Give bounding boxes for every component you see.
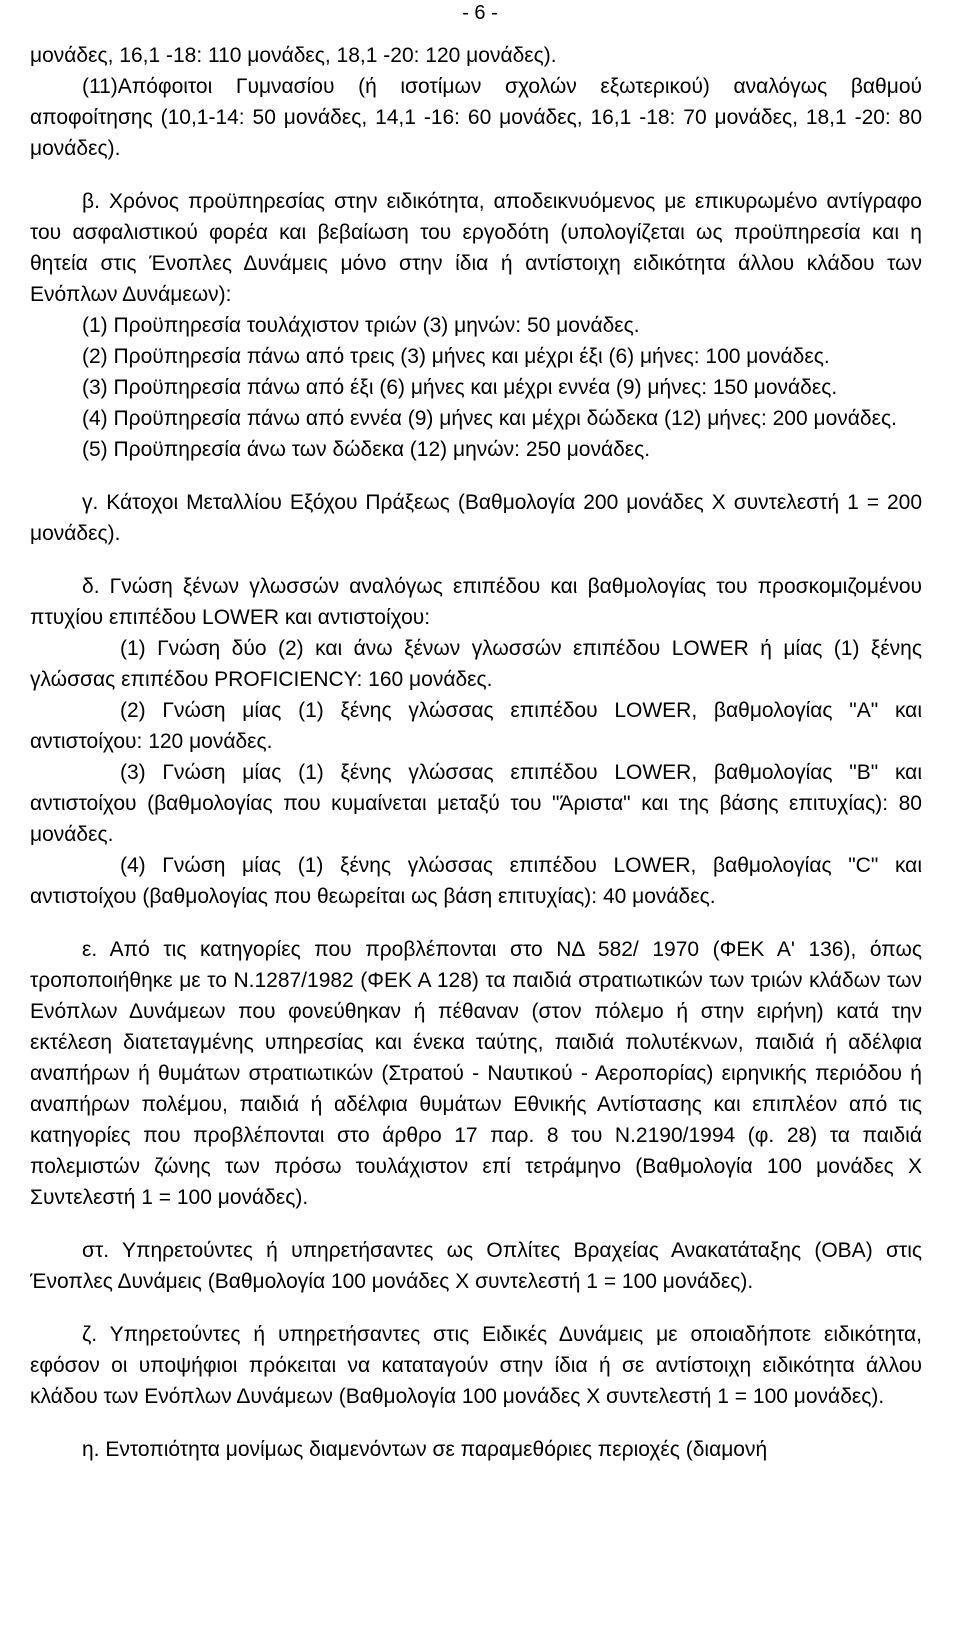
paragraph-section-st-oba: στ. Υπηρετούντες ή υπηρετήσαντες ως Οπλίτες Βραχείας Ανακατάταξης (ΟΒΑ) στις Ένοπλες Δυνάμεις (Βαθμολογία 100 μονάδες Χ συντελεστή 1 = 100 μονάδες). xyxy=(30,1239,922,1293)
paragraph-experience-item-5: (5) Προϋπηρεσία άνω των δώδεκα (12) μηνών: 250 μονάδες. xyxy=(82,438,651,461)
paragraph-language-item-1: (1) Γνώση δύο (2) και άνω ξένων γλωσσών επιπέδου LOWER ή μίας (1) ξένης γλώσσας επιπέδου PROFICIENCY: 160 μονάδες. xyxy=(30,637,922,691)
paragraph-experience-item-4: (4) Προϋπηρεσία πάνω από εννέα (9) μήνες και μέχρι δώδεκα (12) μήνες: 200 μονάδες. xyxy=(82,407,897,430)
paragraph-section-z-special-forces: ζ. Υπηρετούντες ή υπηρετήσαντες στις Ειδικές Δυνάμεις με οποιαδήποτε ειδικότητα, εφόσον οι υποψήφιοι πρόκειται να καταταγούν στην ίδια ή σε αντίστοιχη ειδικότητα άλλου κλάδου των Ενόπλων Δυνάμεων (Βαθμολογία 100 μονάδες Χ συντελεστή 1 = 100 μονάδες). xyxy=(30,1323,922,1408)
paragraph-language-item-3: (3) Γνώση μίας (1) ξένης γλώσσας επιπέδου LOWER, βαθμολογίας "B" και αντιστοίχου (βαθμολογίας που κυμαίνεται μεταξύ του "Άριστα" και της βάσης επιτυχίας): 80 μονάδες. xyxy=(30,761,922,846)
paragraph-section-b-experience: β. Χρόνος προϋπηρεσίας στην ειδικότητα, αποδεικνυόμενος με επικυρωμένο αντίγραφο του ασφαλιστικού φορέα και βεβαίωση του εργοδότη (υπολογίζεται ως προϋπηρεσία και η θητεία στις Ένοπλες Δυνάμεις μόνο στην ίδια ή αντίστοιχη ειδικότητα άλλου κλάδου των Ενόπλων Δυνάμεων): xyxy=(30,190,922,306)
paragraph-experience-item-2: (2) Προϋπηρεσία πάνω από τρεις (3) μήνες και μέχρι έξι (6) μήνες: 100 μονάδες. xyxy=(82,345,830,368)
paragraph-section-e-categories: ε. Από τις κατηγορίες που προβλέπονται στο ΝΔ 582/ 1970 (ΦΕΚ Α' 136), όπως τροποποιήθηκε με το Ν.1287/1982 (ΦΕΚ Α 128) τα παιδιά στρατιωτικών των τριών κλάδων των Ενόπλων Δυνάμεων που φονεύθηκαν ή πέθαναν (στον πόλεμο ή στην ειρήνη) κατά την εκτέλεση διατεταγμένης υπηρεσίας και ένεκα ταύτης, παιδιά πολυτέκνων, παιδιά ή αδέλφια αναπήρων ή θυμάτων στρατιωτικών (Στρατού - Ναυτικού - Αεροπορίας) ειρηνικής περιόδου ή αναπήρων πολέμου, παιδιά ή αδέλφια θυμάτων Εθνικής Αντίστασης και επιπλέον από τις κατηγορίες που προβλέπονται στο άρθρο 17 παρ. 8 του Ν.2190/1994 (φ. 28) τα παιδιά πολεμιστών ζώνης των πρόσω τουλάχιστον επί τετράμηνο (Βαθμολογία 100 μονάδες Χ Συντελεστή 1 = 100 μονάδες). xyxy=(30,938,922,1209)
paragraph-item-11-gymnasium: (11)Απόφοιτοι Γυμνασίου (ή ισοτίμων σχολών εξωτερικού) αναλόγως βαθμού αποφοίτησης (10,1-14: 50 μονάδες, 14,1 -16: 60 μονάδες, 16,1 -18: 70 μονάδες, 18,1 -20: 80 μονάδες). xyxy=(30,75,922,160)
paragraph-experience-item-3: (3) Προϋπηρεσία πάνω από έξι (6) μήνες και μέχρι εννέα (9) μήνες: 150 μονάδες. xyxy=(82,376,838,399)
paragraph-score-continuation: μονάδες, 16,1 -18: 110 μονάδες, 18,1 -20: 120 μονάδες). xyxy=(30,44,557,67)
paragraph-section-h-border-residence: η. Εντοπιότητα μονίμως διαμενόντων σε παραμεθόριες περιοχές (διαμονή xyxy=(82,1438,768,1461)
paragraph-language-item-4: (4) Γνώση μίας (1) ξένης γλώσσας επιπέδου LOWER, βαθμολογίας "C" και αντιστοίχου (βαθμολογίας που θεωρείται ως βάση επιτυχίας): 40 μονάδες. xyxy=(30,854,922,908)
paragraph-language-item-2: (2) Γνώση μίας (1) ξένης γλώσσας επιπέδου LOWER, βαθμολογίας "A" και αντιστοίχου: 120 μονάδες. xyxy=(30,699,922,753)
document-body xyxy=(30,40,922,1465)
page-number: - 6 - xyxy=(462,2,498,24)
paragraph-experience-item-1: (1) Προϋπηρεσία τουλάχιστον τριών (3) μηνών: 50 μονάδες. xyxy=(82,314,640,337)
paragraph-section-d-languages: δ. Γνώση ξένων γλωσσών αναλόγως επιπέδου και βαθμολογίας του προσκομιζομένου πτυχίου επιπέδου LOWER και αντιστοίχου: xyxy=(30,575,922,629)
paragraph-section-c-medal: γ. Κάτοχοι Μεταλλίου Εξόχου Πράξεως (Βαθμολογία 200 μονάδες Χ συντελεστή 1 = 200 μονάδες). xyxy=(30,491,922,545)
